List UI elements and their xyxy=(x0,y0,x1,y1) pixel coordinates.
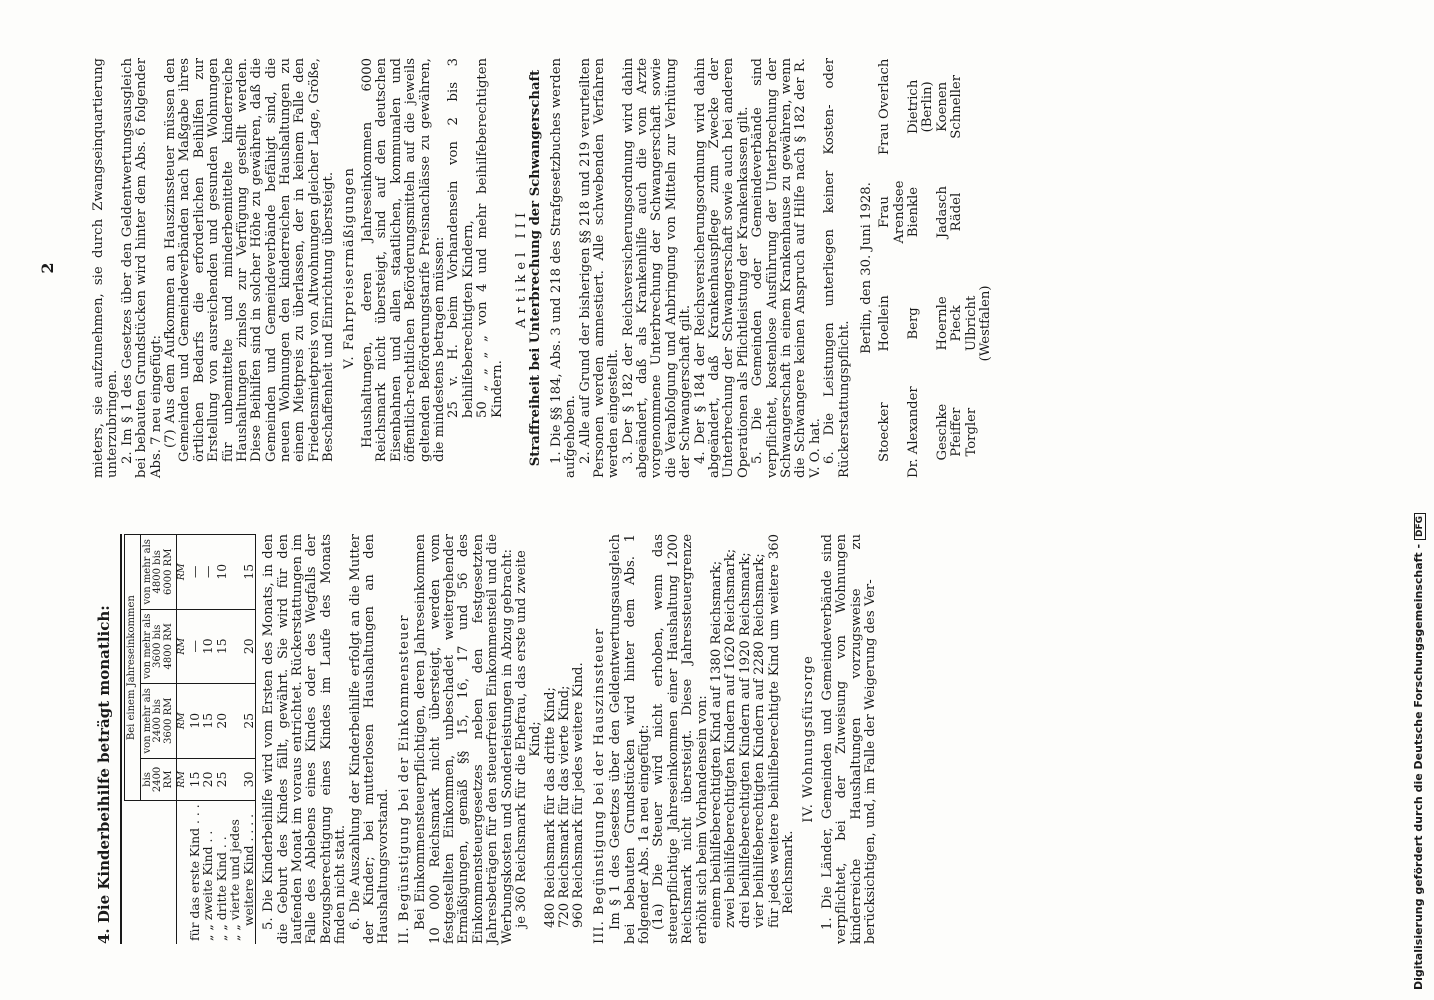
section-III-intro: Im § 1 des Gesetzes über den Geldentwertungsausgleich bei bebauten Grundstücken wird hinter dem Abs. 1 folgender Abs. 1a neu eingefügt: xyxy=(608,534,653,944)
section-II-amount: je 360 Reichsmark für die Ehefrau, das erste und zweite Kind; xyxy=(513,550,544,928)
article-para-3: 3. Der § 182 der Reichsversicherungsordnung wird dahin abgeändert, daß als Krankenhilfe auch die vom Arzte vorgenommene Unterbrechung der Schwangerschaft sowie die Verabfolgung und Anbringung von Mitteln zur Verhütung der Schwangerschaft gilt. xyxy=(620,58,694,478)
section-II-amount: 960 Reichsmark für jedes weitere Kind. xyxy=(571,662,587,928)
signer-name: Jadasch xyxy=(934,186,950,239)
section-II-title: II. Begünstigung bei der Einkommensteuer xyxy=(396,614,412,944)
table-group-header: Bei einem Jahreseinkommen xyxy=(125,535,141,801)
paragraph-6: 6. Die Auszahlung der Kinderbeihilfe erfolgt an die Mutter der Kinder; bei mutterlosen Haushaltungen an den Haushaltungsvorstand. xyxy=(347,534,392,944)
section-III-1a: (1a) Die Steuer wird nicht erhoben, wenn das steuerpflichtige Jahreseinkommen einer Haushaltung 1200 Reichsmark nicht übersteigt. Diese Jahressteuergrenze erhöht sich beim Vorhandensein von: xyxy=(651,534,710,944)
page-number: 2 xyxy=(38,262,57,274)
signer-name: Frau Arendsee xyxy=(877,180,907,244)
section-II-amount: 480 Reichsmark für das dritte Kind; xyxy=(542,687,558,928)
signer-name: Hoellein xyxy=(877,295,893,352)
section-II-text: Bei Einkommensteuerpflichtigen, deren Jahreseinkommen 10 000 Reichsmark nicht übersteigt, werden vom festgestellten Einkommen, unbeschadet weitergehender Ermäßigungen, gemäß §§ 15, 16, 17 und 56 des Einkommensteuergesetzes neben den festgesetzten Jahresbeträgen für den steuerfreien Einkommensteil und die Werbungskosten und Sonderleistungen in Abzug gebracht: xyxy=(413,534,515,944)
article-para-6: 6. Die Leistungen unterliegen keiner Kosten- oder Rückerstattungspflicht. xyxy=(822,58,852,478)
table-row: für das erste Kind . . . 15 10 — — xyxy=(188,535,202,945)
kinderbeihilfe-heading: 4. Die Kinderbeihilfe beträgt monatlich: xyxy=(95,605,113,944)
table-row: „ „ zweite Kind . . 20 15 10 — xyxy=(201,535,215,945)
signer-name: Bienkle xyxy=(906,186,922,238)
section-V-rate: 50 „ „ „ „ von 4 und mehr beihilfeberechtigten Kindern. xyxy=(475,58,505,418)
section-III-item: für jedes weitere beihilfeberechtigte Kind um weitere 360 Reichsmark. xyxy=(766,534,796,928)
table-top-rule xyxy=(120,534,122,944)
table-unit: RM xyxy=(177,758,188,801)
table-col-header: von mehr als 3600 bis 4800 RM xyxy=(140,609,177,684)
signer-name: Ulbricht (Westfalen) xyxy=(963,285,994,362)
table-unit: RM xyxy=(177,535,188,610)
section-IV-title: IV. Wohnungsfürsorge xyxy=(801,655,817,823)
left-column xyxy=(0,534,878,944)
article-title: Straffreiheit bei Unterbrechung der Schwangerschaft xyxy=(528,69,544,467)
table-col-header: von mehr als 4800 bis 6000 RM xyxy=(140,535,177,610)
paragraph-2: 2. Im § 1 des Gesetzes über den Geldentwertungsausgleich bei bebauten Grundstücken wird hinter dem Abs. 6 folgender Abs. 7 neu eingefügt: xyxy=(119,58,164,478)
article-para-4: 4. Der § 184 der Reichsversicherungsordnung wird dahin abgeändert, daß Krankenhauspflege zum Zwecke der Unterbrechung der Schwangerschaft sowie auch bei anderen Operationen als Pflichtleistung der Krankenkassen gilt. xyxy=(692,58,751,478)
article-para-2: 2. Alle auf Grund der bisherigen §§ 218 und 219 verurteilten Personen werden amnestiert. Alle schwebenden Verfahren werden eingestellt. xyxy=(577,58,622,478)
kinderbeihilfe-table xyxy=(124,534,256,944)
signer-name: Koenen xyxy=(934,81,950,132)
section-III-item: einem beihilfeberechtigten Kind auf 1380 Reichsmark; xyxy=(708,560,724,928)
signer-name: Stoecker xyxy=(877,402,893,462)
right-column xyxy=(0,58,993,478)
section-V-title: V. Fahrpreisermäßigungen xyxy=(341,167,357,369)
section-V-rates xyxy=(447,58,505,478)
section-II-amount: 720 Reichsmark für das vierte Kind; xyxy=(557,685,573,928)
continuation-text: mieters, sie aufzunehmen, sie durch Zwangseinquartierung unterzubringen. xyxy=(91,58,121,478)
table-col-header: bis 2400 RM xyxy=(140,758,177,801)
signer-name: Hoernle xyxy=(934,296,950,351)
date-line: Berlin, den 30. Juni 1928. xyxy=(858,182,874,354)
paragraph-5: 5. Die Kinderbeihilfe wird vom Ersten des Monats, in den die Geburt des Kindes fällt, gewährt. Sie wird für den laufenden Monat im voraus entrichtet. Rückerstattungen im Falle des Ablebens eines Kindes oder des Wegfalls der Bezugsberechtigung eines Kindes im Laufe des Monats finden nicht statt. xyxy=(261,534,349,944)
section-III-item: drei beihilfeberechtigten Kindern auf 1920 Reichsmark; xyxy=(737,552,753,928)
signer-name: Pieck xyxy=(949,305,965,342)
signer-name: Geschke xyxy=(934,403,950,461)
signer-name: Torgler xyxy=(963,407,979,457)
table-unit: RM xyxy=(177,684,188,759)
table-row: „ „ dritte Kind . . 25 20 15 10 xyxy=(215,535,229,945)
section-III-title: III. Begünstigung bei der Hauszinssteuer xyxy=(591,627,607,944)
table-unit: RM xyxy=(177,609,188,684)
table-col-header: von mehr als 2400 bis 3600 RM xyxy=(140,684,177,759)
section-V-rate: 25 v. H. beim Vorhandensein von 2 bis 3 beihilfeberechtigten Kindern, xyxy=(446,58,476,418)
paragraph-7: (7) Aus dem Aufkommen an Hauszinssteuer müssen den Gemeinden und Gemeindeverbänden nach Maßgabe ihres örtlichen Bedarfs die erforderlichen Beihilfen zur Erstellung von ausreichenden und gesunden Wohnungen für unbemittelte und minderbemittelte kinderreiche Haushaltungen zinslos zur Verfügung gestellt werden. Diese Beihilfen sind in solcher Höhe zu gewähren, daß die Gemeinden und Gemeindeverbände befähigt sind, die neuen Wohnungen den kinderreichen Haushaltungen zu einem Mietpreis zu überlassen, der in keinem Falle den Friedensmietpreis von Altwohnungen gleicher Lage, Größe, Beschaffenheit und Einrichtung übersteigt. xyxy=(162,58,337,462)
signer-name: Dietrich (Berlin) xyxy=(906,79,936,134)
signer-name: Berg xyxy=(906,307,922,340)
signer-name: Frau Overlach xyxy=(877,58,893,155)
article-para-1: 1. Die §§ 184, Abs. 3 und 218 des Strafgesetzbuches werden aufgehoben. xyxy=(548,58,579,478)
digitization-footer xyxy=(1412,513,1426,990)
signer-name: Dr. Alexander xyxy=(906,386,922,478)
signer-name: Pfeiffer xyxy=(949,407,965,457)
article-para-5: 5. Die Gemeinden oder Gemeindeverbände sind verpflichtet, kostenlose Ausführung der Unterbrechung der Schwangerschaft in einem Krankenhause zu gewähren, wenn die Schwangere keinen Anspruch auf Hilfe nach § 182 der R. V. O. hat. xyxy=(750,58,823,478)
section-III-item: vier beihilfeberechtigten Kindern auf 2280 Reichsmark; xyxy=(752,553,768,928)
table-row: „ „ vierte und jedes xyxy=(228,535,242,945)
article-heading: Artikel III xyxy=(513,207,529,329)
table-row: weitere Kind . . . . 30 25 20 15 xyxy=(242,535,256,945)
signer-name: Rädel xyxy=(949,192,965,232)
dfg-logo: DFG xyxy=(1414,513,1426,540)
signatories xyxy=(878,58,993,478)
section-IV-text: 1. Die Länder, Gemeinden und Gemeindeverbände sind verpflichtet, bei der Zuweisung von Wohnungen kinderreiche Haushaltungen vorzugsweise zu berücksichtigen, und, im Falle der Weigerung des Ver- xyxy=(819,534,878,944)
signer-name: Schneller xyxy=(949,74,965,139)
footer-text: Digitalisierung gefördert durch die Deutsche Forschungsgemeinschaft - xyxy=(1412,543,1425,990)
section-V-text: Haushaltungen, deren Jahreseinkommen 6000 Reichsmark nicht übersteigt, sind auf den deutschen Eisenbahnen und allen staatlichen, kommunalen und öffentlich-rechtlichen Beförderungsmitteln auf die jeweils geltenden Beförderungstarife Preisnachlässe zu gewähren, die mindestens betragen müssen: xyxy=(360,58,447,462)
table-corner xyxy=(125,801,177,944)
section-III-item: zwei beihilfeberechtigten Kindern auf 1620 Reichsmark; xyxy=(723,548,739,928)
